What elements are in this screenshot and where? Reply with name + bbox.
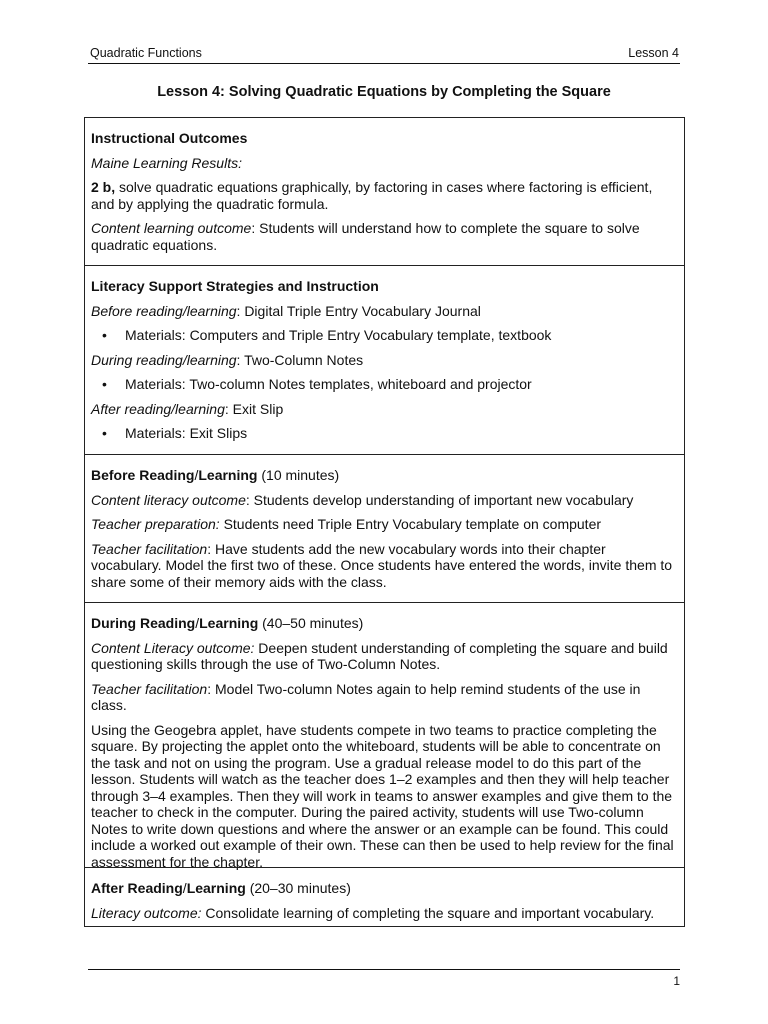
after-reading-line bbox=[91, 401, 678, 418]
after-reading-text: : Exit Slip bbox=[224, 400, 284, 417]
teacher-facilitation bbox=[91, 681, 678, 714]
section-heading bbox=[91, 467, 678, 484]
header-lesson-label: Lesson 4 bbox=[628, 46, 679, 60]
standard-text: solve quadratic equations graphically, by factoring in cases where factoring is efficient, and by applying the quadratic formula. bbox=[91, 179, 653, 212]
text: Consolidate learning of completing the square and important vocabulary. bbox=[201, 904, 655, 921]
section-heading: Literacy Support Strategies and Instruction bbox=[91, 278, 379, 294]
page-number: 1 bbox=[673, 974, 680, 988]
label: Content Literacy outcome: bbox=[91, 639, 255, 656]
after-reading-label: After reading/learning bbox=[91, 400, 225, 417]
section-literacy-support bbox=[85, 265, 684, 455]
header-course-title: Quadratic Functions bbox=[90, 46, 202, 60]
before-reading-label: Before reading/learning bbox=[91, 302, 237, 319]
standard-paragraph bbox=[91, 179, 678, 212]
label: Content literacy outcome bbox=[91, 491, 246, 508]
content-outcome-text: : Students will understand how to complete the square to solve quadratic equations. bbox=[91, 220, 640, 253]
text: : Model Two-column Notes again to help remind students of the use in class. bbox=[91, 680, 641, 713]
label: Literacy outcome: bbox=[91, 904, 202, 921]
content-literacy-outcome bbox=[91, 492, 678, 509]
running-header bbox=[90, 45, 679, 61]
lesson-table bbox=[84, 117, 685, 927]
during-reading-line bbox=[91, 352, 678, 369]
heading-part: Learning bbox=[186, 880, 246, 896]
text: Deepen student understanding of completing the square and build questioning skills through the use of Two-Column Notes. bbox=[91, 639, 668, 672]
duration: (10 minutes) bbox=[257, 467, 340, 483]
heading-separator: / bbox=[194, 467, 199, 483]
teacher-preparation bbox=[91, 516, 678, 533]
bullet-list bbox=[91, 425, 678, 442]
content-literacy-outcome bbox=[91, 640, 678, 673]
label: Teacher facilitation bbox=[91, 680, 208, 697]
activity-description: Using the Geogebra applet, have students compete in two teams to practice completing the square. By projecting the applet onto the whiteboard, students will be able to concentrate on the task and not on using the program. Use a gradual release model to do this part of the lesson. Students will watch as the teacher does 1–2 examples and then they will help teacher through 3–4 examples. Then they will work in teams to answer examples and give them to the teacher to check in the computer. During the paired activity, students will use Two-column Notes to write down questions and where the answer or an example can be found. This could include a worked out example of their own. These can then be used to help review for the final assessment for the chapter. bbox=[91, 721, 674, 870]
section-during-reading bbox=[85, 602, 684, 868]
label: Teacher preparation: bbox=[91, 516, 220, 532]
standard-code: 2 b, bbox=[91, 179, 116, 195]
teacher-facilitation bbox=[91, 541, 678, 591]
heading-separator: / bbox=[182, 880, 187, 896]
footer-rule bbox=[88, 969, 680, 970]
heading-separator: / bbox=[195, 615, 200, 631]
during-reading-label: During reading/learning bbox=[91, 351, 237, 368]
heading-part: Learning bbox=[199, 615, 259, 631]
section-heading bbox=[91, 615, 678, 632]
section-heading bbox=[91, 880, 678, 897]
heading-part: Learning bbox=[198, 467, 258, 483]
bullet-list bbox=[91, 376, 678, 393]
text: : Have students add the new vocabulary words into their chapter vocabulary. Model the first two of these. Once students have entered the words, invite them to share some of their memory aids with the class. bbox=[91, 540, 673, 590]
section-heading: Instructional Outcomes bbox=[91, 130, 248, 146]
text: : Students develop understanding of important new vocabulary bbox=[245, 491, 634, 508]
section-instructional-outcomes bbox=[85, 118, 684, 266]
subheading-maine-learning-results: Maine Learning Results: bbox=[91, 154, 242, 171]
content-outcome-paragraph bbox=[91, 220, 678, 253]
label: Teacher facilitation bbox=[91, 540, 208, 557]
header-rule bbox=[88, 63, 680, 64]
before-reading-line bbox=[91, 303, 678, 320]
section-after-reading bbox=[85, 867, 684, 926]
heading-part: During Reading bbox=[91, 615, 196, 631]
before-reading-text: : Digital Triple Entry Vocabulary Journal bbox=[236, 302, 481, 319]
bullet-list bbox=[91, 327, 678, 344]
duration: (40–50 minutes) bbox=[258, 615, 364, 631]
list-item: • Materials: Two-column Notes templates, whiteboard and projector bbox=[91, 376, 678, 393]
text: Students need Triple Entry Vocabulary template on computer bbox=[219, 516, 602, 532]
list-item: • Materials: Exit Slips bbox=[91, 425, 678, 442]
content-outcome-label: Content learning outcome bbox=[91, 220, 252, 236]
lesson-title: Lesson 4: Solving Quadratic Equations by Completing the Square bbox=[157, 84, 611, 100]
literacy-outcome bbox=[91, 905, 678, 922]
list-item: • Materials: Computers and Triple Entry Vocabulary template, textbook bbox=[91, 327, 678, 344]
section-before-reading bbox=[85, 454, 684, 603]
heading-part: Before Reading bbox=[91, 467, 195, 483]
duration: (20–30 minutes) bbox=[245, 880, 351, 896]
heading-part: After Reading bbox=[91, 880, 183, 896]
during-reading-text: : Two-Column Notes bbox=[236, 351, 364, 368]
